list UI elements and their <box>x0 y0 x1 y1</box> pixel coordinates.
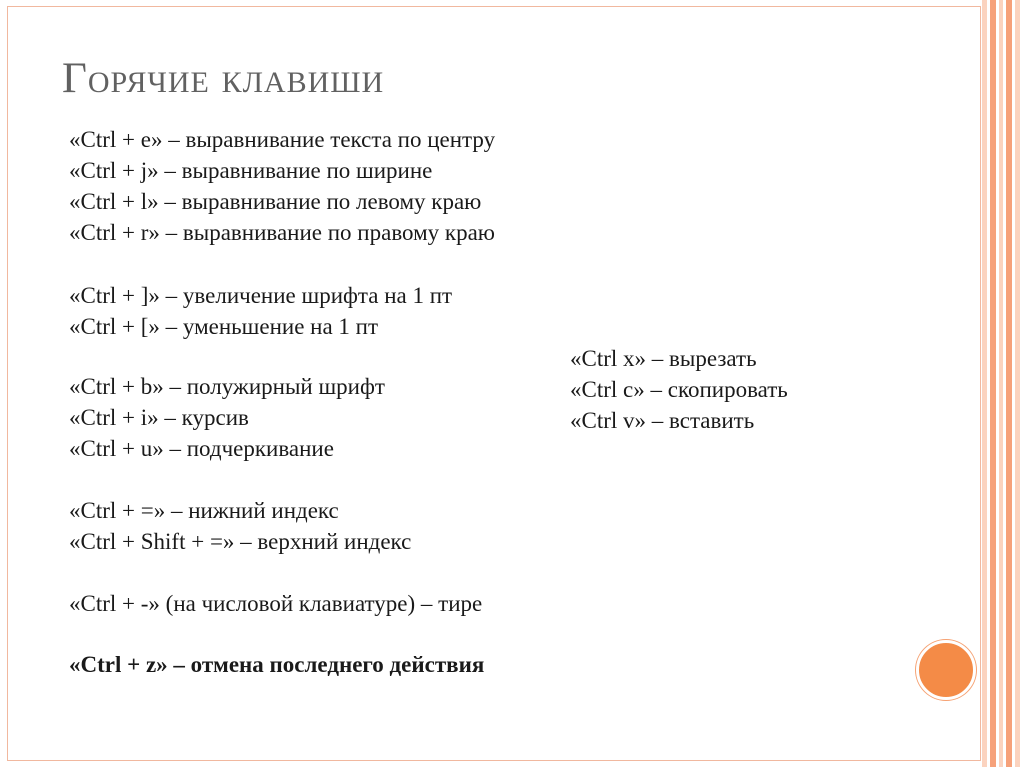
stripe <box>999 0 1003 767</box>
shortcut-line: «Ctrl + Shift + =» – верхний индекс <box>69 529 412 554</box>
shortcut-line: «Ctrl + r» – выравнивание по правому краю <box>69 220 495 245</box>
shortcut-line: «Ctrl + j» – выравнивание по ширине <box>69 158 433 183</box>
shortcut-line: «Ctrl + [» – уменьшение на 1 пт <box>69 314 379 339</box>
shortcut-line: «Ctrl + ]» – увеличение шрифта на 1 пт <box>69 283 453 308</box>
shortcut-line: «Ctrl + =» – нижний индекс <box>69 498 339 523</box>
accent-circle-icon <box>916 640 976 700</box>
shortcut-line: «Ctrl + i» – курсив <box>69 405 249 430</box>
clipboard-shortcut: «Ctrl x» – вырезать <box>570 346 757 371</box>
clipboard-shortcut: «Ctrl c» – скопировать <box>570 377 788 402</box>
shortcut-line: «Ctrl + u» – подчеркивание <box>69 436 334 461</box>
stripe <box>1015 0 1020 767</box>
shortcut-line: «Ctrl + b» – полужирный шрифт <box>69 374 385 399</box>
shortcut-line-bold: «Ctrl + z» – отмена последнего действия <box>69 652 485 677</box>
slide-title: Горячие клавиши <box>62 55 385 102</box>
shortcut-line: «Ctrl + l» – выравнивание по левому краю <box>69 189 482 214</box>
stripe <box>1006 0 1012 767</box>
clipboard-shortcut: «Ctrl v» – вставить <box>570 408 755 433</box>
shortcut-line: «Ctrl + -» (на числовой клавиатуре) – тире <box>69 591 483 616</box>
shortcut-line: «Ctrl + e» – выравнивание текста по центру <box>69 127 496 152</box>
stripe <box>990 0 996 767</box>
stripe <box>982 0 987 767</box>
decorative-stripes <box>982 0 1024 767</box>
